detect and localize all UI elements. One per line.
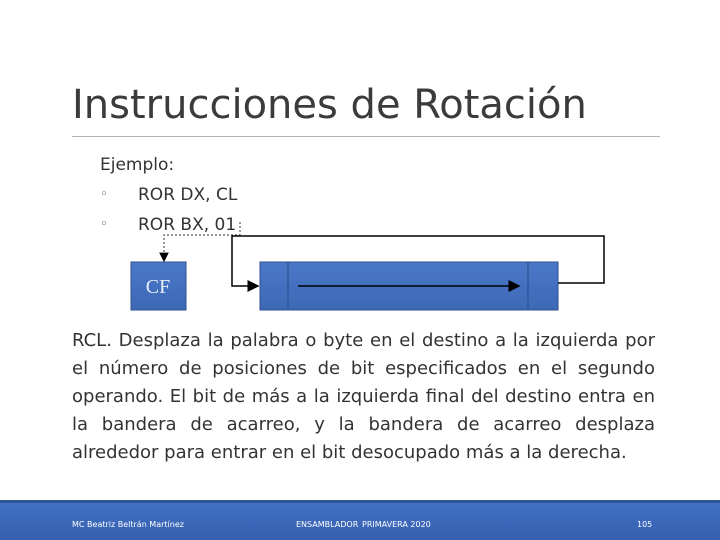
footer-page-number: 105 xyxy=(637,520,653,529)
rcl-description: RCL. Desplaza la palabra o byte en el destino a la izquierda por el número de posiciones de bit especificados en el segundo operando. El bit de más a la izquierda final del destino entra en la bandera de acarreo, y la bandera de acarreo desplaza alrededor para entrar en el bit desocupado más a la derecha. xyxy=(72,330,655,463)
slide-title: Instrucciones de Rotación xyxy=(72,82,587,128)
cf-label: CF xyxy=(145,276,171,298)
example-instruction-2: ROR BX, 01 xyxy=(138,215,237,235)
example-label: Ejemplo: xyxy=(100,155,175,175)
carry-in-dotted-arrow xyxy=(164,222,240,261)
footer-top-line xyxy=(0,500,720,503)
footer-term: PRIMAVERA 2020 xyxy=(362,520,431,529)
example-instruction-1: ROR DX, CL xyxy=(138,185,238,205)
bullet-icon: ◦ xyxy=(100,217,108,232)
footer-author: MC Beatriz Beltrán Martínez xyxy=(72,520,184,529)
bullet-icon: ◦ xyxy=(100,187,108,202)
footer-course: ENSAMBLADOR xyxy=(296,520,359,529)
